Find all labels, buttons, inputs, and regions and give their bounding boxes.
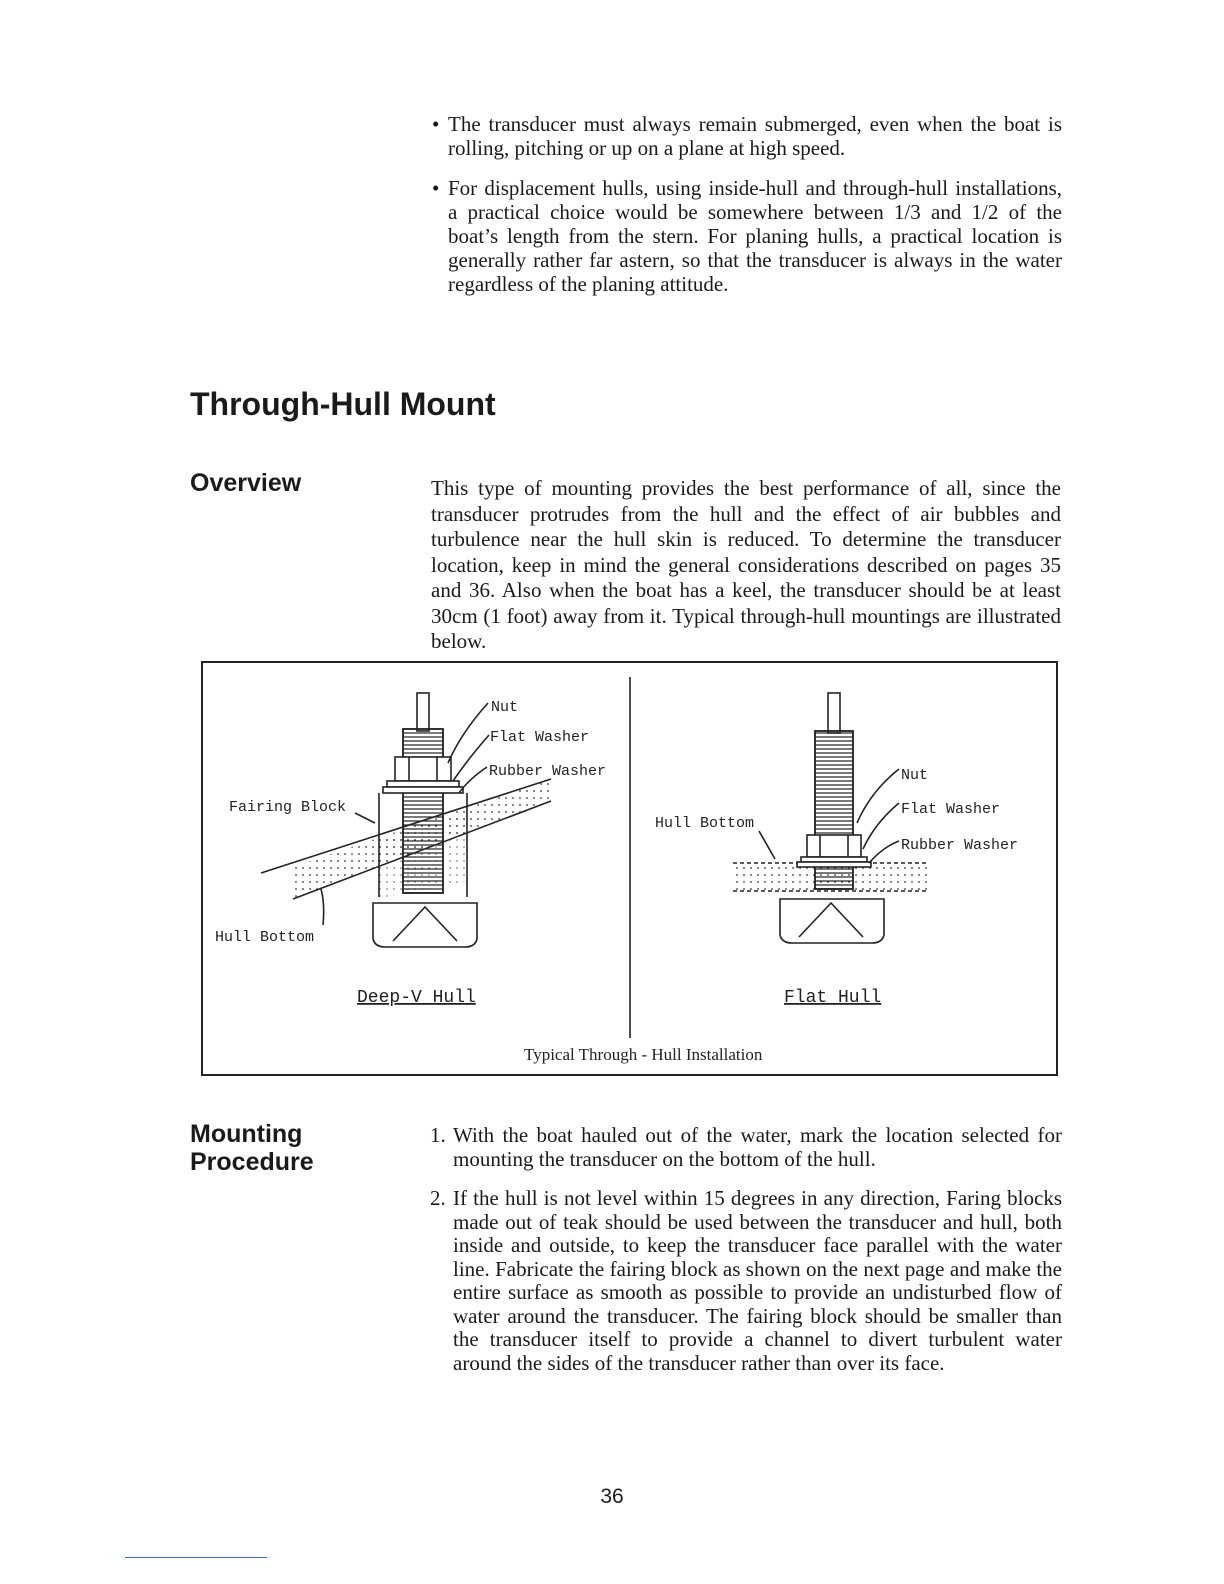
label-rubber-washer-right: Rubber Washer bbox=[901, 837, 1019, 854]
page-number: 36 bbox=[600, 1485, 624, 1508]
label-nut-right: Nut bbox=[901, 767, 929, 784]
installation-figure bbox=[201, 661, 1058, 1076]
procedure-heading-line1: Mounting bbox=[190, 1120, 303, 1148]
intro-bullet-submerged: • The transducer must always remain submerged, even when the boat is rolling, pitching or up on a plane at high speed. bbox=[432, 112, 1062, 160]
procedure-step bbox=[430, 1187, 1062, 1375]
footer-rule bbox=[125, 1557, 267, 1558]
label-hull-bottom-left: Hull Bottom bbox=[215, 929, 315, 946]
label-nut-left: Nut bbox=[491, 699, 519, 716]
deep-v-hull-title: Deep-V Hull bbox=[357, 988, 476, 1008]
label-flat-washer-left: Flat Washer bbox=[490, 729, 590, 746]
step-number: 1. bbox=[430, 1123, 446, 1147]
label-flat-washer-right: Flat Washer bbox=[901, 801, 1001, 818]
step-text: If the hull is not level within 15 degrees in any direction, Faring blocks made out of teak should be used between the transducer and hull, both inside and outside, to keep the transducer face parallel with the water line. Fabricate the fairing block as shown on the next page and make the entire surface as smooth as possible to provide an undisturbed flow of water around the transducer. The fairing block should be smaller than the transducer itself to provide a channel to divert turbulent water around the sides of the transducer rather than over its face. bbox=[453, 1186, 1062, 1375]
label-fairing-block: Fairing Block bbox=[229, 799, 347, 816]
label-hull-bottom-right: Hull Bottom bbox=[655, 815, 755, 832]
overview-heading: Overview bbox=[190, 469, 302, 497]
procedure-step bbox=[430, 1124, 1062, 1171]
section-title: Through-Hull Mount bbox=[190, 386, 496, 422]
procedure-heading-line2: Procedure bbox=[190, 1148, 314, 1176]
procedure-steps bbox=[430, 1124, 1062, 1391]
intro-bullet-list bbox=[432, 112, 1062, 312]
installation-diagram bbox=[203, 663, 1060, 1078]
step-text: With the boat hauled out of the water, mark the location selected for mounting the transducer on the bottom of the hull. bbox=[453, 1123, 1062, 1171]
step-number: 2. bbox=[430, 1186, 446, 1210]
figure-caption: Typical Through - Hull Installation bbox=[524, 1045, 763, 1064]
overview-text: This type of mounting provides the best performance of all, since the transducer protrudes from the hull and the effect of air bubbles and turbulence near the hull skin is reduced. To determine the transducer location, keep in mind the general considerations described on pages 35 and 36. Also when the boat has a keel, the transducer should be at least 30cm (1 foot) away from it. Typical through-hull mountings are illustrated below. bbox=[431, 476, 1061, 653]
intro-bullet-location: • For displacement hulls, using inside-hull and through-hull installations, a practical choice would be somewhere between 1/3 and 1/2 of the boat’s length from the stern. For planing hulls, a practical location is generally rather far astern, so that the transducer is always in the water regardless of the planing attitude. bbox=[432, 176, 1062, 296]
flat-hull-title: Flat Hull bbox=[784, 988, 882, 1008]
label-rubber-washer-left: Rubber Washer bbox=[489, 763, 607, 780]
flat-hull-drawing bbox=[733, 693, 929, 943]
